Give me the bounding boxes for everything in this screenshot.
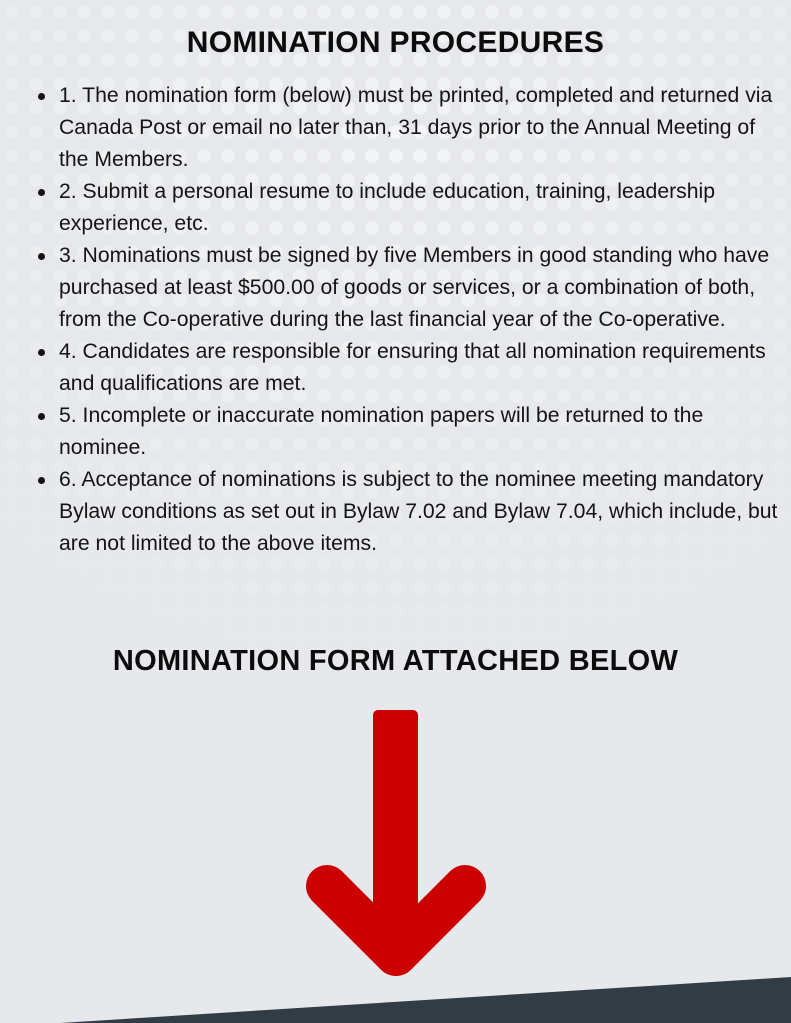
- arrow-shaft: [373, 710, 418, 940]
- list-item: 4. Candidates are responsible for ensuring that all nomination requirements and qualifications are met.: [38, 336, 778, 400]
- list-item: 1. The nomination form (below) must be printed, completed and returned via Canada Post or email no later than, 31 days prior to the Annual Meeting of the Members.: [38, 80, 778, 176]
- list-item: 5. Incomplete or inaccurate nomination papers will be returned to the nominee.: [38, 400, 778, 464]
- list-item: 6. Acceptance of nominations is subject to the nominee meeting mandatory Bylaw conditions as set out in Bylaw 7.02 and Bylaw 7.04, which include, but are not limited to the above items.: [38, 464, 778, 560]
- form-notice-heading: NOMINATION FORM ATTACHED BELOW: [112, 645, 679, 677]
- list-item: 2. Submit a personal resume to include education, training, leadership experience, etc.: [38, 176, 778, 240]
- procedures-list: [38, 80, 778, 560]
- down-arrow-icon: [305, 706, 487, 980]
- list-item: 3. Nominations must be signed by five Members in good standing who have purchased at least $500.00 of goods or services, or a combination of both, from the Co-operative during the last financial year of the Co-operative.: [38, 240, 778, 336]
- page-title: NOMINATION PROCEDURES: [186, 26, 605, 59]
